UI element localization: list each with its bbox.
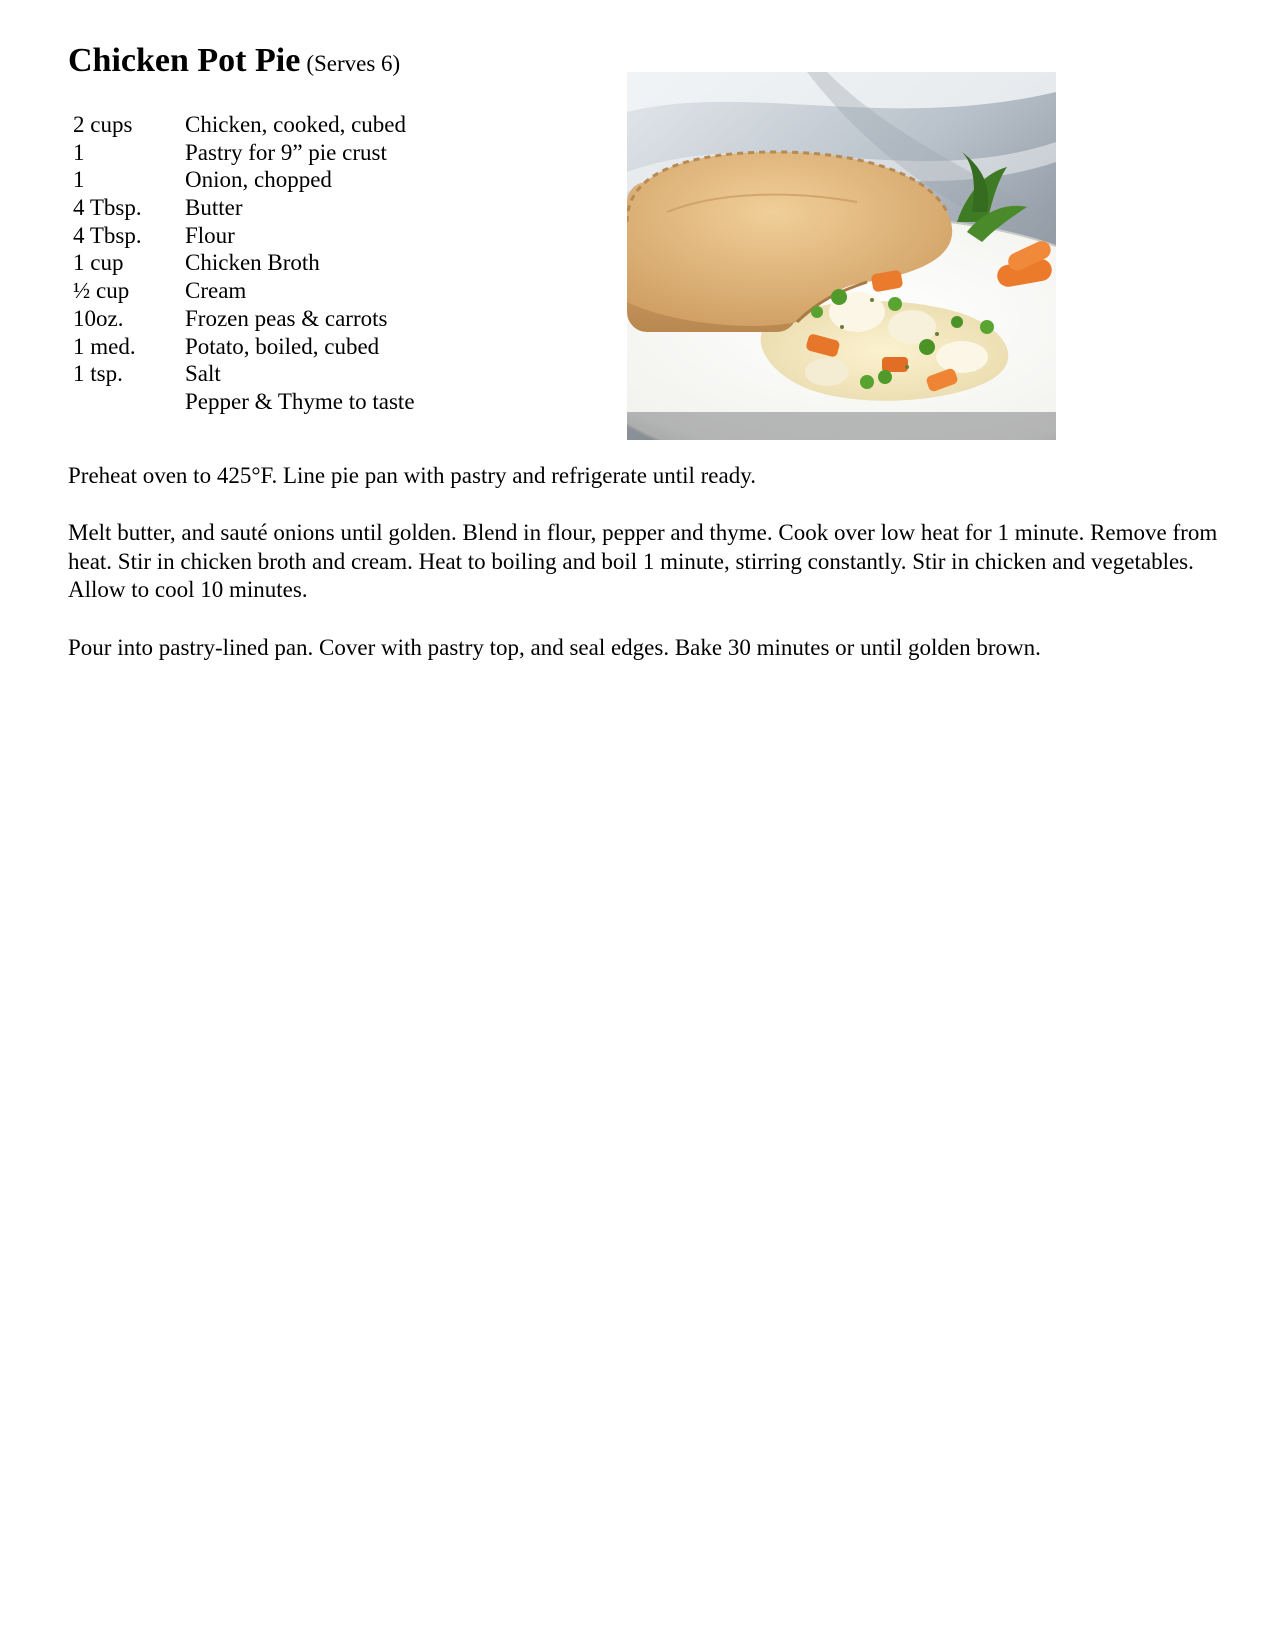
ingredient-name: Onion, chopped bbox=[185, 167, 332, 193]
ingredient-quantity: 1 med. bbox=[73, 333, 136, 359]
ingredient-row bbox=[73, 111, 415, 139]
ingredient-name: Pastry for 9” pie crust bbox=[185, 139, 387, 165]
instruction-step: Preheat oven to 425°F. Line pie pan with pastry and refrigerate until ready. bbox=[68, 463, 756, 488]
recipe-title: Chicken Pot Pie bbox=[68, 42, 301, 79]
ingredient-name: Pepper & Thyme to taste bbox=[185, 388, 415, 414]
serves-note: (Serves 6) bbox=[306, 51, 401, 76]
ingredient-row bbox=[73, 333, 415, 361]
ingredient-quantity: 4 Tbsp. bbox=[73, 195, 142, 221]
ingredient-name: Frozen peas & carrots bbox=[185, 305, 388, 331]
ingredient-name: Cream bbox=[185, 278, 247, 304]
ingredient-quantity: 4 Tbsp. bbox=[73, 222, 142, 248]
ingredient-name: Potato, boiled, cubed bbox=[185, 333, 380, 359]
ingredient-row bbox=[73, 360, 415, 388]
title-line bbox=[68, 42, 400, 80]
ingredient-quantity: 2 cups bbox=[73, 112, 133, 137]
ingredient-quantity bbox=[73, 388, 185, 416]
ingredient-name: Flour bbox=[185, 222, 235, 248]
instruction-step: Melt butter, and sauté onions until golden. Blend in flour, pepper and thyme. Cook over low heat for 1 minute. Remove from heat. Stir in chicken broth and cream. Heat to boiling and boil 1 minute, stirring constantly. Stir in chicken and vegetables. Allow to cool 10 minutes. bbox=[68, 520, 1218, 602]
ingredient-name: Chicken Broth bbox=[185, 250, 320, 276]
ingredient-row bbox=[73, 249, 415, 277]
chicken-pot-pie-photo bbox=[627, 72, 1056, 440]
ingredient-row bbox=[73, 305, 415, 333]
ingredient-row bbox=[73, 139, 415, 167]
ingredient-quantity: 10oz. bbox=[73, 305, 124, 331]
ingredient-quantity: ½ cup bbox=[73, 278, 130, 304]
ingredient-row bbox=[73, 277, 415, 305]
ingredient-row bbox=[73, 194, 415, 222]
ingredient-quantity: 1 cup bbox=[73, 250, 124, 276]
ingredient-name: Salt bbox=[185, 361, 221, 387]
ingredient-list bbox=[73, 111, 415, 416]
ingredient-row bbox=[73, 222, 415, 250]
ingredient-quantity: 1 tsp. bbox=[73, 361, 123, 387]
ingredient-quantity: 1 bbox=[73, 167, 85, 193]
ingredient-name: Butter bbox=[185, 195, 243, 221]
ingredient-row bbox=[73, 388, 415, 416]
ingredient-name: Chicken, cooked, cubed bbox=[185, 112, 406, 137]
ingredient-row bbox=[73, 166, 415, 194]
instruction-step: Pour into pastry-lined pan. Cover with pastry top, and seal edges. Bake 30 minutes or until golden brown. bbox=[68, 635, 1041, 660]
ingredient-quantity: 1 bbox=[73, 139, 85, 165]
